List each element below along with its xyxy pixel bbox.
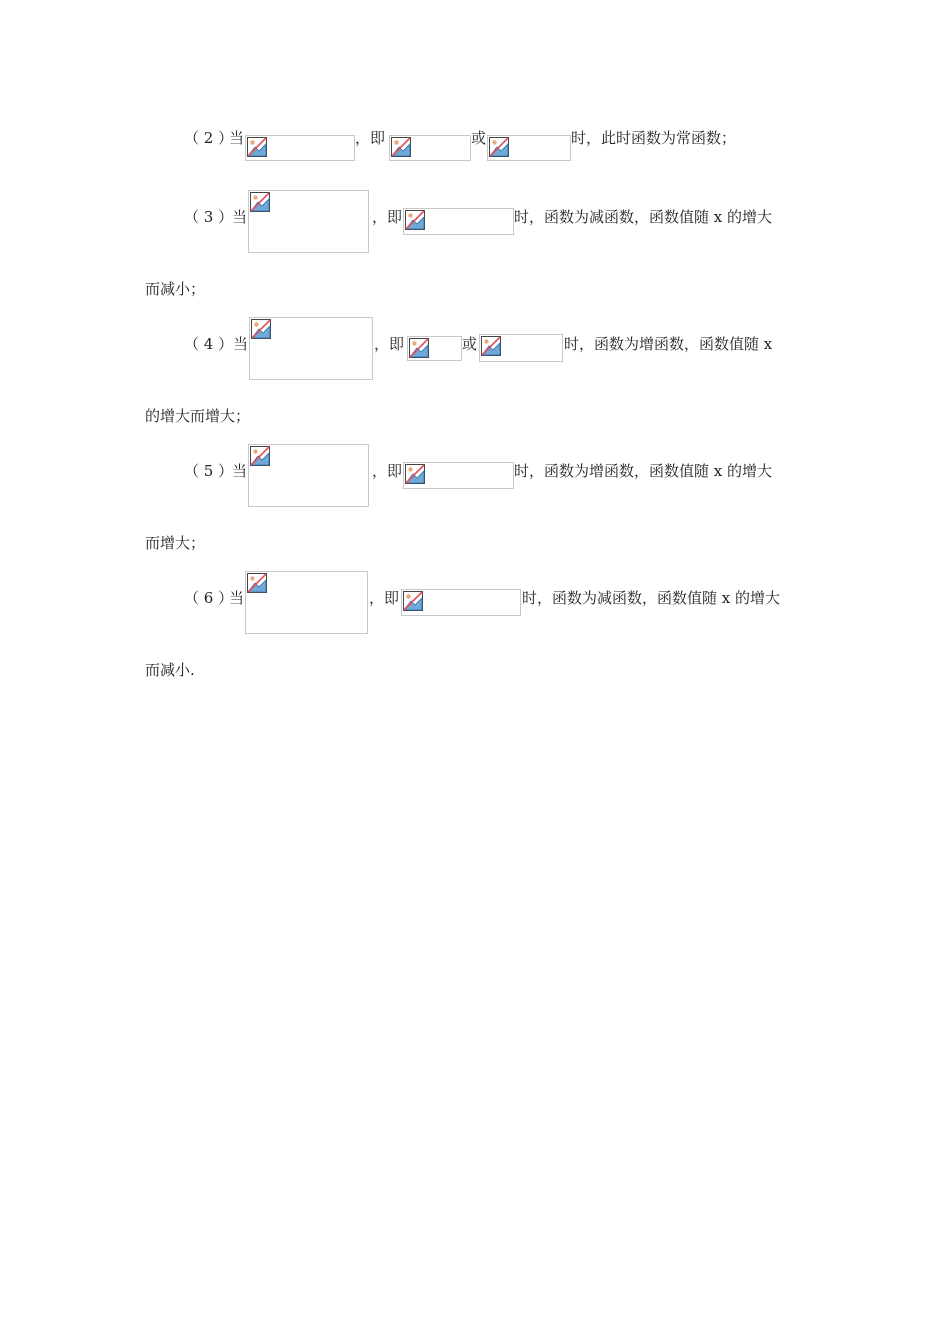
text-tail: 时，函数为减函数，函数值随 x 的增大 xyxy=(514,208,772,226)
item-number: （ 5 ） xyxy=(184,462,234,480)
broken-image-icon xyxy=(250,192,270,212)
text-tail: 时，函数为增函数，函数值随 x 的增大 xyxy=(514,462,772,480)
text-or: 或 xyxy=(471,129,487,147)
text-comma-ji: ，即 xyxy=(374,335,405,353)
text-or: 或 xyxy=(462,335,478,353)
formula-image xyxy=(401,589,521,616)
text-comma-ji: ，即 xyxy=(369,589,400,607)
text-comma-ji: ，即 xyxy=(372,462,403,480)
text-tail: 时，此时函数为常函数； xyxy=(571,129,737,147)
text-dang: 当 xyxy=(232,208,248,226)
item-number: （ 2 ） xyxy=(184,129,234,147)
text-comma-ji: ，即 xyxy=(355,129,386,147)
broken-image-icon xyxy=(247,137,267,157)
text-continuation: 而增大； xyxy=(145,534,206,552)
text-tail: 时，函数为减函数，函数值随 x 的增大 xyxy=(522,589,780,607)
broken-image-icon xyxy=(405,210,425,230)
text-dang: 当 xyxy=(232,462,248,480)
broken-image-icon xyxy=(251,319,271,339)
formula-image xyxy=(245,571,368,634)
formula-image xyxy=(249,317,373,380)
text-continuation: 而减小； xyxy=(145,280,206,298)
broken-image-icon xyxy=(247,573,267,593)
formula-image xyxy=(403,208,514,235)
text-continuation: 的增大而增大； xyxy=(145,407,251,425)
text-comma-ji: ，即 xyxy=(372,208,403,226)
formula-image xyxy=(479,334,563,362)
formula-image xyxy=(248,444,369,507)
formula-image xyxy=(248,190,369,253)
broken-image-icon xyxy=(409,338,429,358)
broken-image-icon xyxy=(250,446,270,466)
text-tail: 时，函数为增函数，函数值随 x xyxy=(564,335,773,353)
broken-image-icon xyxy=(405,464,425,484)
formula-image xyxy=(245,135,355,161)
broken-image-icon xyxy=(481,336,501,356)
item-number: （ 6 ） xyxy=(184,589,234,607)
text-dang: 当 xyxy=(229,589,245,607)
item-number: （ 4 ） xyxy=(184,335,234,353)
formula-image xyxy=(389,135,471,161)
broken-image-icon xyxy=(489,137,509,157)
formula-image xyxy=(403,462,514,489)
formula-image xyxy=(407,336,462,361)
broken-image-icon xyxy=(403,591,423,611)
text-dang: 当 xyxy=(229,129,245,147)
formula-image xyxy=(487,135,571,161)
broken-image-icon xyxy=(391,137,411,157)
text-continuation: 而减小. xyxy=(145,661,195,679)
item-number: （ 3 ） xyxy=(184,208,234,226)
text-dang: 当 xyxy=(233,335,249,353)
